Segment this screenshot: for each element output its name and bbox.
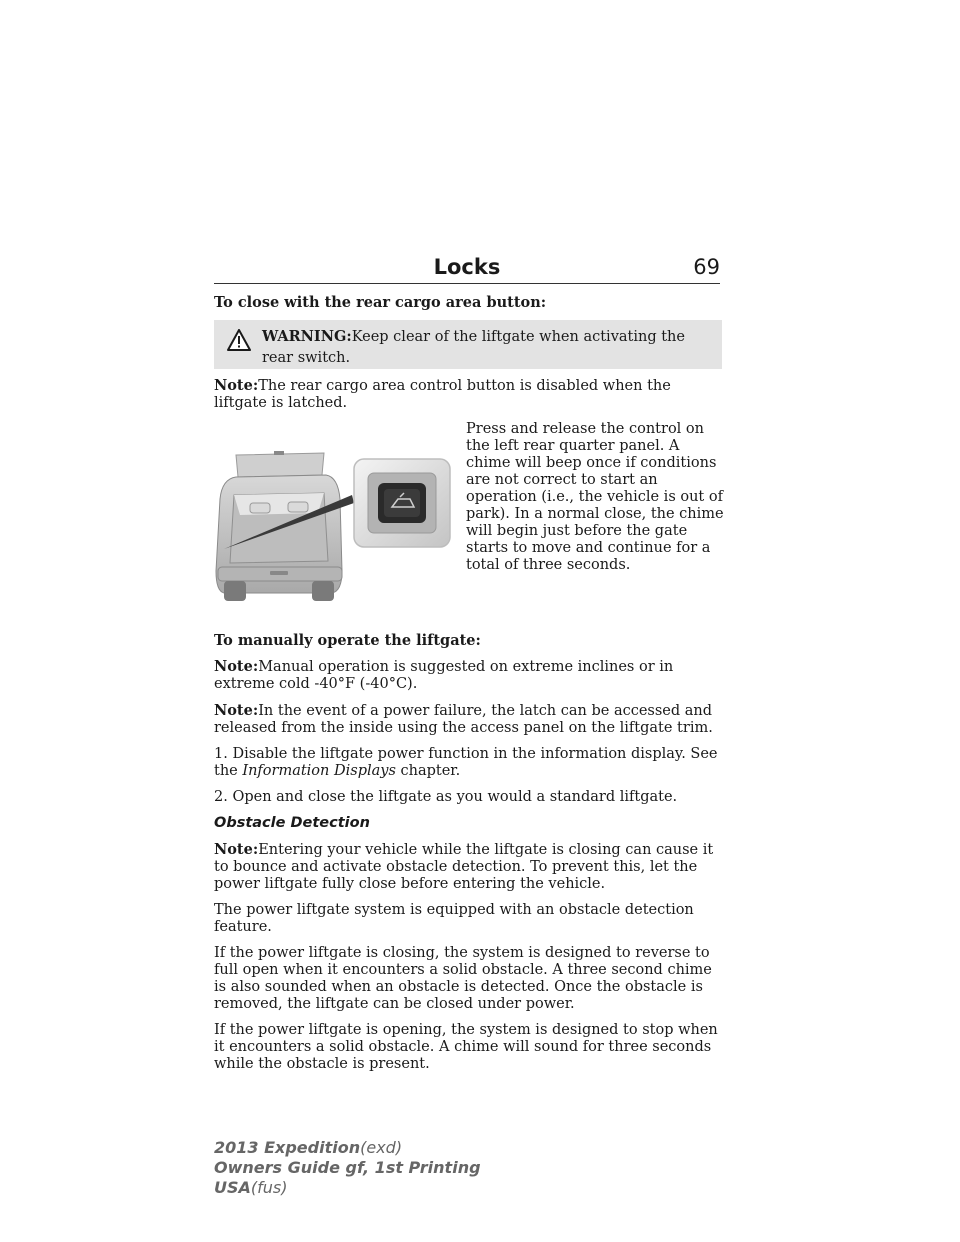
button-instructions: Press and release the control on the left rear quarter panel. A chime will beep once if conditions are not correct to start an operation (i.e., the vehicle is out of park). In a normal close, the chime will begin just before the gate starts to move and continue for a total of three seconds.	[466, 421, 724, 573]
manual-heading: To manually operate the liftgate:	[214, 632, 481, 649]
footer-line-3	[214, 1178, 481, 1198]
step-1-suffix: chapter.	[395, 763, 461, 779]
note-label: Note:	[214, 658, 259, 675]
warning-triangle-icon	[227, 329, 251, 351]
note-text: In the event of a power failure, the latch can be accessed and released from the inside using the access panel on the liftgate trim.	[214, 703, 713, 736]
footer-market-code: (fus)	[250, 1178, 288, 1197]
liftgate-figure-row	[214, 421, 722, 623]
note-label: Note:	[214, 377, 259, 394]
footer-market: USA	[214, 1178, 251, 1197]
note-text: Entering your vehicle while the liftgate is closing can cause it to bounce and activate obstacle detection. To prevent this, let the power liftgate fully close before entering the vehicle.	[214, 842, 714, 892]
note-entering-vehicle	[214, 841, 722, 893]
obstacle-paragraph-3: If the power liftgate is opening, the system is designed to stop when it encounters a solid obstacle. A chime will sound for three seconds while the obstacle is present.	[214, 1022, 718, 1072]
note-power-failure	[214, 702, 722, 737]
obstacle-paragraph-1: The power liftgate system is equipped with an obstacle detection feature.	[214, 902, 694, 935]
obstacle-paragraph-2: If the power liftgate is closing, the system is designed to reverse to full open when it encounters a solid obstacle. A three second chime is also sounded when an obstacle is detected. Once the obstacle is removed, the liftgate can be closed under power.	[214, 945, 712, 1012]
step-1-text: 1. Disable the liftgate power function in the information display. See the	[214, 746, 718, 779]
footer-model-code: (exd)	[360, 1138, 403, 1157]
warning-box	[214, 320, 722, 369]
note-manual-operation	[214, 658, 722, 693]
footer-line-2: Owners Guide gf, 1st Printing	[214, 1158, 481, 1177]
note-text: The rear cargo area control button is disabled when the liftgate is latched.	[214, 378, 671, 411]
note-label: Note:	[214, 702, 259, 719]
note-disabled-when-latched	[214, 377, 722, 412]
obstacle-detection-heading: Obstacle Detection	[214, 815, 370, 831]
warning-label: WARNING:	[262, 328, 352, 345]
footer-line-1	[214, 1138, 481, 1158]
step-1	[214, 746, 722, 780]
page-header	[214, 255, 720, 287]
liftgate-illustration	[214, 451, 454, 619]
chapter-title: Locks	[433, 255, 501, 279]
page-content	[214, 294, 722, 1082]
step-2: 2. Open and close the liftgate as you would a standard liftgate.	[214, 789, 678, 805]
footer-model: 2013 Expedition	[214, 1138, 361, 1157]
page-number: 69	[693, 255, 720, 279]
information-displays-reference[interactable]: Information Displays	[242, 763, 396, 779]
close-heading: To close with the rear cargo area button:	[214, 294, 547, 311]
note-label: Note:	[214, 841, 259, 858]
note-text: Manual operation is suggested on extreme inclines or in extreme cold -40°F (-40°C).	[214, 659, 674, 692]
page-footer	[214, 1138, 481, 1198]
warning-body: Keep clear of the liftgate when activating the rear switch.	[262, 329, 685, 366]
warning-text	[262, 326, 706, 369]
header-rule	[214, 283, 720, 284]
